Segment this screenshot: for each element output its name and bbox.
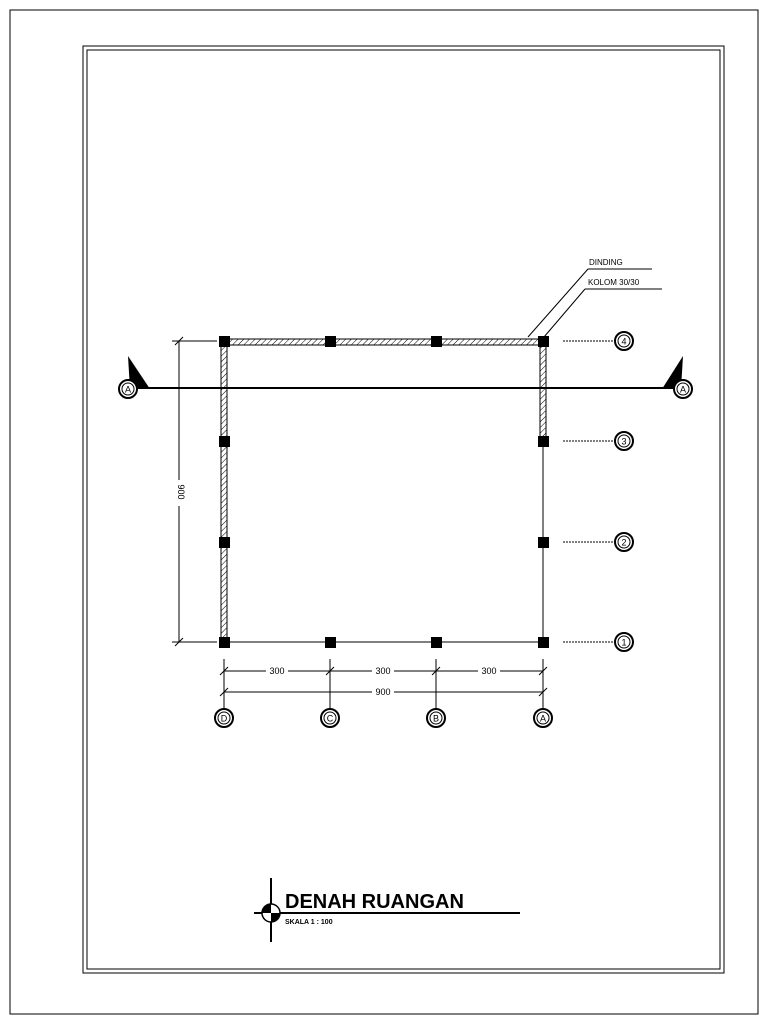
wall-right [540,342,546,441]
drawing-scale: SKALA 1 : 100 [285,919,333,926]
drawing-title: DENAH RUANGAN [285,891,464,913]
column [219,436,230,447]
overall-dimension [220,686,547,698]
column [219,336,230,347]
column-grid-b [427,709,445,727]
row-grid-1 [563,633,633,651]
row-grid-label: 1 [621,637,627,648]
span-dimension-label: 300 [375,666,391,676]
section-marker-left [119,380,137,398]
sheet-border [10,10,758,1014]
wall-annotation: DINDING [589,258,623,267]
column [219,637,230,648]
vertical-dimension [171,337,217,646]
column [325,336,336,347]
column-grid-label: A [539,713,547,724]
row-grid-label: 3 [621,436,627,447]
column [431,336,442,347]
column [431,637,442,648]
span-dimension-label: 300 [269,666,285,676]
section-marker-right-label: A [679,384,687,395]
title-block [254,878,520,942]
section-marker-left-label: A [124,384,132,395]
row-grid-3 [563,432,633,450]
span-dimension-label: 300 [481,666,497,676]
wall-top [224,339,543,345]
column-grid-label: D [220,713,228,724]
column [538,336,549,347]
section-marker-right [674,380,692,398]
overall-dimension-label: 900 [375,687,391,697]
span-dimensions [220,659,547,708]
column-grid-label: C [326,713,334,724]
row-grid-4 [563,332,633,350]
column-grid-d [215,709,233,727]
column [538,537,549,548]
columns [219,336,549,648]
column-grid-c [321,709,339,727]
open-edges [224,441,543,642]
row-grid-2 [563,533,633,551]
row-grid-label: 2 [621,537,627,548]
column-grid-a [534,709,552,727]
column [538,436,549,447]
wall-left [221,342,227,642]
column-annotation: KOLOM 30/30 [588,278,640,287]
column [219,537,230,548]
section-line-a [128,356,683,389]
column [538,637,549,648]
column-grid-label: B [432,713,440,724]
row-grid-label: 4 [621,336,627,347]
column [325,637,336,648]
vertical-dimension-label: 900 [176,484,186,500]
